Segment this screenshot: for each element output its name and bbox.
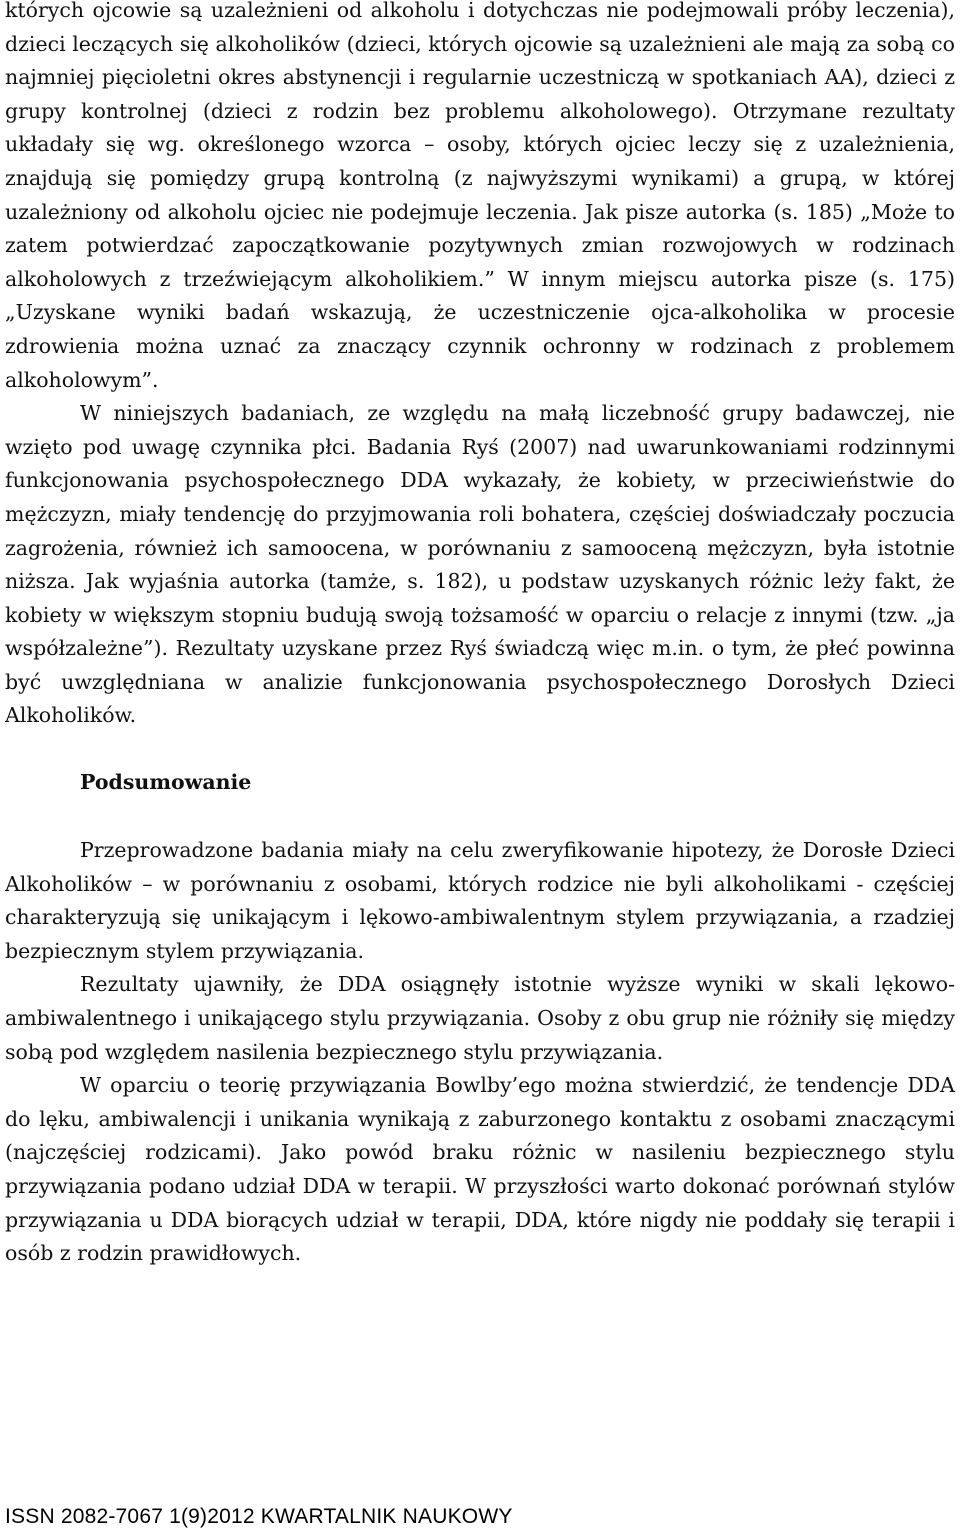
continued-section bbox=[5, 0, 955, 733]
paragraph-continued: których ojcowie są uzależnieni od alkoholu i dotychczas nie podejmowali próby leczenia), dzieci leczących się alkoholików (dzieci, których ojcowie są uzależnieni ale mają za sobą co najmniej pięcioletni okres abstynencji i regularnie uczestniczą w spotkaniach AA), dzieci z grupy kontrolnej (dzieci z rodzin bez problemu alkoholowego). Otrzymane rezultaty układały się wg. określonego wzorca – osoby, których ojciec leczy się z uzależnienia, znajdują się pomiędzy grupą kontrolną (z najwyższymi wynikami) a grupą, w której uzależniony od alkoholu ojciec nie podejmuje leczenia. Jak pisze autorka (s. 185) „Może to zatem potwierdzać zapoczątkowanie pozytywnych zmian rozwojowych w rodzinach alkoholowych z trzeźwiejącym alkoholikiem.” W innym miejscu autorka pisze (s. 175) „Uzyskane wyniki badań wskazują, że uczestniczenie ojca-alkoholika w procesie zdrowienia można uznać za znaczący czynnik ochronny w rodzinach z problemem alkoholowym”. bbox=[5, 0, 955, 392]
summary-paragraph-1: Przeprowadzone badania miały na celu zweryfikowanie hipotezy, że Dorosłe Dzieci Alkoholików – w porównaniu z osobami, których rodzice nie byli alkoholikami - częściej charakteryzują się unikającym i lękowo-ambiwalentnym stylem przywiązania, a rzadziej bezpiecznym stylem przywiązania. bbox=[5, 838, 955, 963]
summary-paragraph-2: Rezultaty ujawniły, że DDA osiągnęły istotnie wyższe wyniki w skali lękowo-ambiwalentnego i unikającego stylu przywiązania. Osoby z obu grup nie różniły się między sobą pod względem nasilenia bezpiecznego stylu przywiązania. bbox=[5, 972, 955, 1064]
section-heading-summary: Podsumowanie bbox=[80, 770, 252, 794]
summary-section bbox=[5, 834, 955, 1271]
paragraph-gender-factor: W niniejszych badaniach, ze względu na małą liczebność grupy badawczej, nie wzięto pod uwagę czynnika płci. Badania Ryś (2007) nad uwarunkowaniami rodzinnymi funkcjonowania psychospołecznego DDA wykazały, że kobiety, w przeciwieństwie do mężczyzn, miały tendencję do przyjmowania roli bohatera, częściej doświadczały poczucia zagrożenia, również ich samoocena, w porównaniu z samooceną mężczyzn, była istotnie niższa. Jak wyjaśnia autorka (tamże, s. 182), u podstaw uzyskanych różnic leży fakt, że kobiety w większym stopniu budują swoją tożsamość w oparciu o relacje z innymi (tzw. „ja współzależne”). Rezultaty uzyskane przez Ryś świadczą więc m.in. o tym, że płeć powinna być uwzględniana w analizie funkcjonowania psychospołecznego Dorosłych Dzieci Alkoholików. bbox=[5, 401, 955, 728]
page-footer: ISSN 2082-7067 1(9)2012 KWARTALNIK NAUKOWY bbox=[5, 1505, 513, 1528]
summary-heading-wrapper bbox=[5, 766, 955, 800]
summary-paragraph-3: W oparciu o teorię przywiązania Bowlby’ego można stwierdzić, że tendencje DDA do lęku, ambiwalencji i unikania wynikają z zaburzonego kontaktu z osobami znaczącymi (najczęściej rodzicami). Jako powód braku różnic w nasileniu bezpiecznego stylu przywiązania podano udział DDA w terapii. W przyszłości warto dokonać porównań stylów przywiązania u DDA biorących udział w terapii, DDA, które nigdy nie poddały się terapii i osób z rodzin prawidłowych. bbox=[5, 1073, 955, 1266]
